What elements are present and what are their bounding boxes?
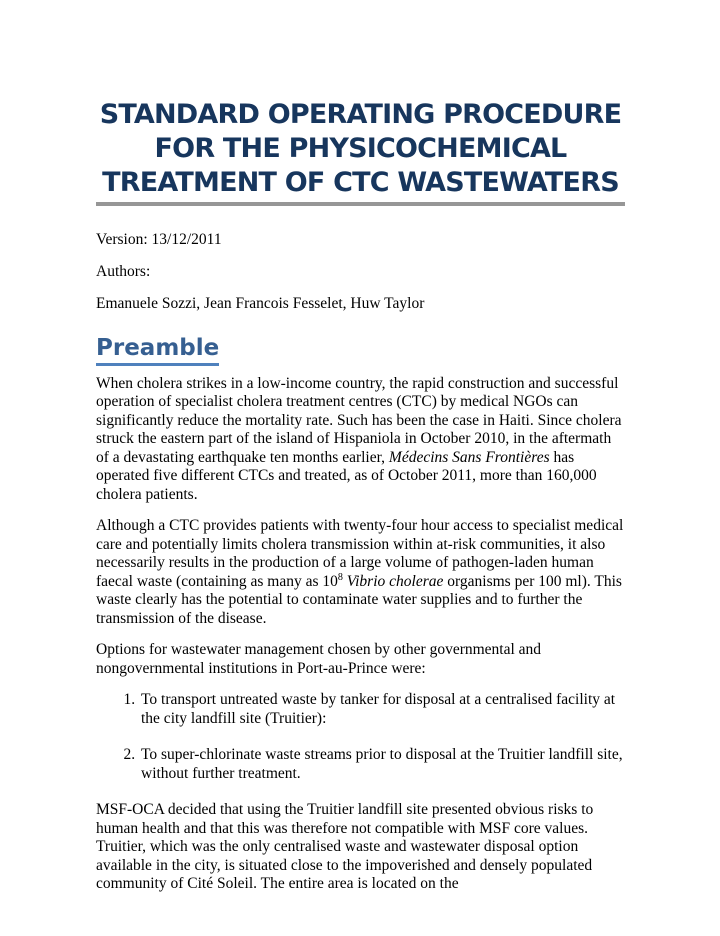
- version-line: Version: 13/12/2011: [96, 231, 222, 248]
- title-line-2: FOR THE PHYSICOCHEMICAL: [154, 133, 567, 164]
- title-line-3: TREATMENT OF CTC WASTEWATERS: [102, 167, 619, 198]
- options-list: [96, 691, 625, 783]
- authors-label: Authors:: [96, 263, 151, 280]
- paragraph-options-intro: Options for wastewater management chosen by other governmental and nongovernmental institutions in Port-au-Prince were:: [96, 641, 542, 677]
- list-item-text: To super-chlorinate waste streams prior to disposal at the Truitier landfill site, without further treatment.: [141, 746, 623, 782]
- list-item-text: To transport untreated waste by tanker for disposal at a centralised facility at the city landfill site (Truitier):: [141, 691, 616, 727]
- title-line-1: STANDARD OPERATING PROCEDURE: [99, 99, 622, 130]
- preamble-section: [96, 334, 625, 894]
- preamble-heading-text: Preamble: [96, 335, 219, 366]
- document-title: [96, 98, 625, 206]
- list-item-super-chlorinate: [139, 746, 625, 783]
- authors-names: Emanuele Sozzi, Jean Francois Fesselet, Huw Taylor: [96, 295, 425, 312]
- document-meta: [96, 231, 625, 314]
- paragraph-msf-decision: MSF-OCA decided that using the Truitier landfill site presented obvious risks to human health and that this was therefore not compatible with MSF core values. Truitier, which was the only centralised waste and wastewater disposal option available in the city, is situated close to the impoverished and densely populated community of Cité Soleil. The entire area is located on the: [96, 801, 594, 892]
- list-item-transport-untreated: [139, 691, 625, 728]
- paragraph-ctc-waste: Although a CTC provides patients with twenty-four hour access to specialist medical care and potentially limits cholera transmission within at-risk communities, it also necessarily results in the production of a large volume of pathogen-laden human faecal waste (containing as many as $10^8$ Vibrio cholerae organisms per 100 ml). This waste clearly has the potential to contaminate water supplies and to further the transmission of the disease.: [96, 517, 624, 627]
- paragraph-cholera-context: When cholera strikes in a low-income country, the rapid construction and successful operation of specialist cholera treatment centres (CTC) by medical NGOs can significantly reduce the mortality rate. Such has been the case in Haiti. Since cholera struck the eastern part of the island of Hispaniola in October 2010, in the aftermath of a devastating earthquake ten months earlier, Médecins Sans Frontières has operated five different CTCs and treated, as of October 2011, more than 160,000 cholera patients.: [96, 374, 622, 503]
- preamble-heading: [96, 334, 625, 362]
